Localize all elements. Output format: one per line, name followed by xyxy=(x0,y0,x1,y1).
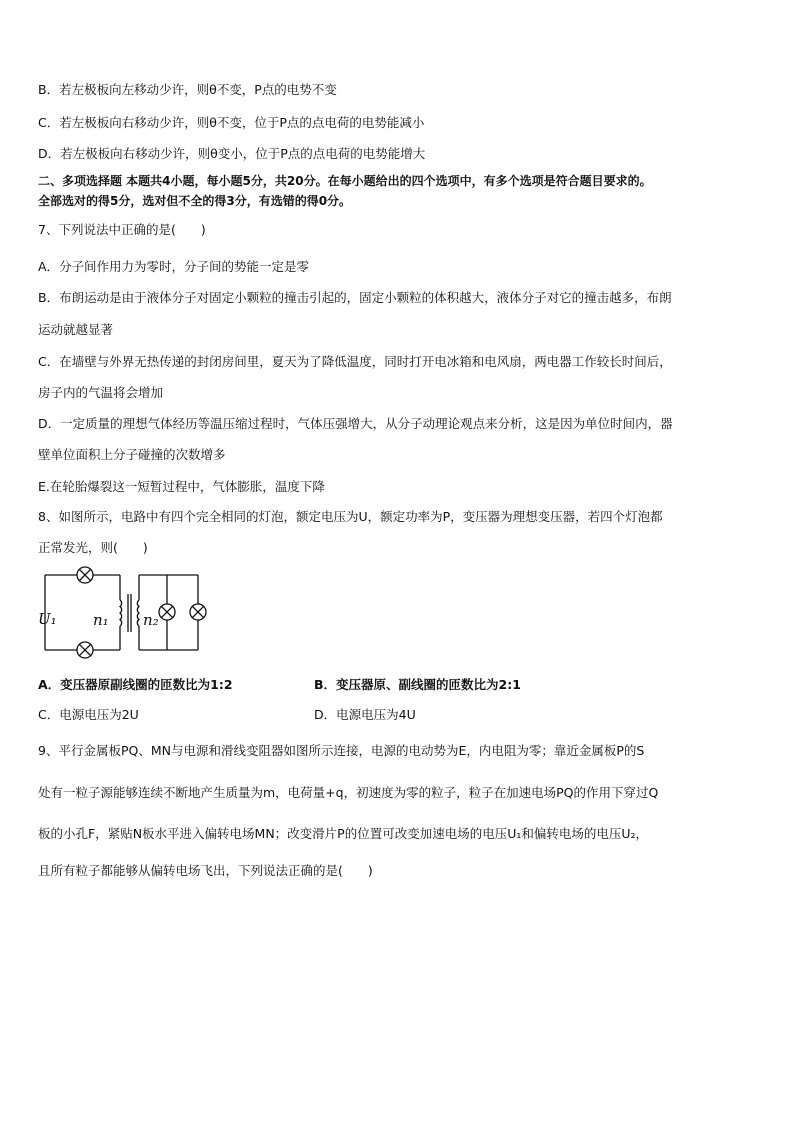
question-8-line1: 8、如图所示，电路中有四个完全相同的灯泡，额定电压为U，额定功率为P，变压器为理想变压器，若四个灯泡都 xyxy=(38,509,663,524)
circuit-label-n2: n₂ xyxy=(143,611,159,629)
question-9-line1: 9、平行金属板PQ、MN与电源和滑线变阻器如图所示连接，电源的电动势为E，内电阻为零；靠近金属板P的S xyxy=(38,743,645,758)
question-7-stem: 7、下列说法中正确的是( ) xyxy=(38,222,206,237)
q8-option-c: C．电源电压为2U xyxy=(38,707,139,722)
transformer-circuit-diagram xyxy=(36,566,216,664)
q7-option-d-line1: D．一定质量的理想气体经历等温压缩过程时，气体压强增大，从分子动理论观点来分析，这是因为单位时间内，器 xyxy=(38,416,673,431)
q8-option-d: D．电源电压为4U xyxy=(314,707,416,722)
circuit-label-n1: n₁ xyxy=(93,611,109,629)
question-9-line4: 且所有粒子都能够从偏转电场飞出，下列说法正确的是( ) xyxy=(38,863,373,878)
question-8-line2: 正常发光，则( ) xyxy=(38,540,148,555)
line-q6-option-d: D．若左极板向右移动少许，则θ变小，位于P点的点电荷的电势能增大 xyxy=(38,146,426,161)
q7-option-b-line1: B．布朗运动是由于液体分子对固定小颗粒的撞击引起的，固定小颗粒的体积越大，液体分子对它的撞击越多，布朗 xyxy=(38,290,672,305)
circuit-label-u1: U₁ xyxy=(38,610,57,628)
q8-option-a: A．变压器原副线圈的匝数比为1:2 xyxy=(38,677,233,692)
q8-option-b: B．变压器原、副线圈的匝数比为2:1 xyxy=(314,677,521,692)
q7-option-b-line2: 运动就越显著 xyxy=(38,322,114,337)
section-heading-line1: 二、多项选择题 本题共4小题，每小题5分，共20分。在每小题给出的四个选项中，有多个选项是符合题目要求的。 xyxy=(38,174,652,188)
q7-option-a: A．分子间作用力为零时，分子间的势能一定是零 xyxy=(38,259,310,274)
line-q6-option-b: B．若左极板向左移动少许，则θ不变，P点的电势不变 xyxy=(38,82,337,97)
question-9-line3: 板的小孔F，紧贴N板水平进入偏转电场MN；改变滑片P的位置可改变加速电场的电压U₁和偏转电场的电压U₂， xyxy=(38,826,649,841)
q7-option-d-line2: 壁单位面积上分子碰撞的次数增多 xyxy=(38,447,226,462)
q7-option-c-line2: 房子内的气温将会增加 xyxy=(38,385,164,400)
section-heading-line2: 全部选对的得5分，选对但不全的得3分，有选错的得0分。 xyxy=(38,194,352,208)
q7-option-c-line1: C．在墙壁与外界无热传递的封闭房间里，夏天为了降低温度，同时打开电冰箱和电风扇，两电器工作较长时间后， xyxy=(38,354,672,369)
line-q6-option-c: C．若左极板向右移动少许，则θ不变，位于P点的点电荷的电势能减小 xyxy=(38,115,425,130)
q7-option-e: E.在轮胎爆裂这一短暂过程中，气体膨胀，温度下降 xyxy=(38,479,325,494)
question-9-line2: 处有一粒子源能够连续不断地产生质量为m，电荷量+q，初速度为零的粒子，粒子在加速电场PQ的作用下穿过Q xyxy=(38,785,659,800)
